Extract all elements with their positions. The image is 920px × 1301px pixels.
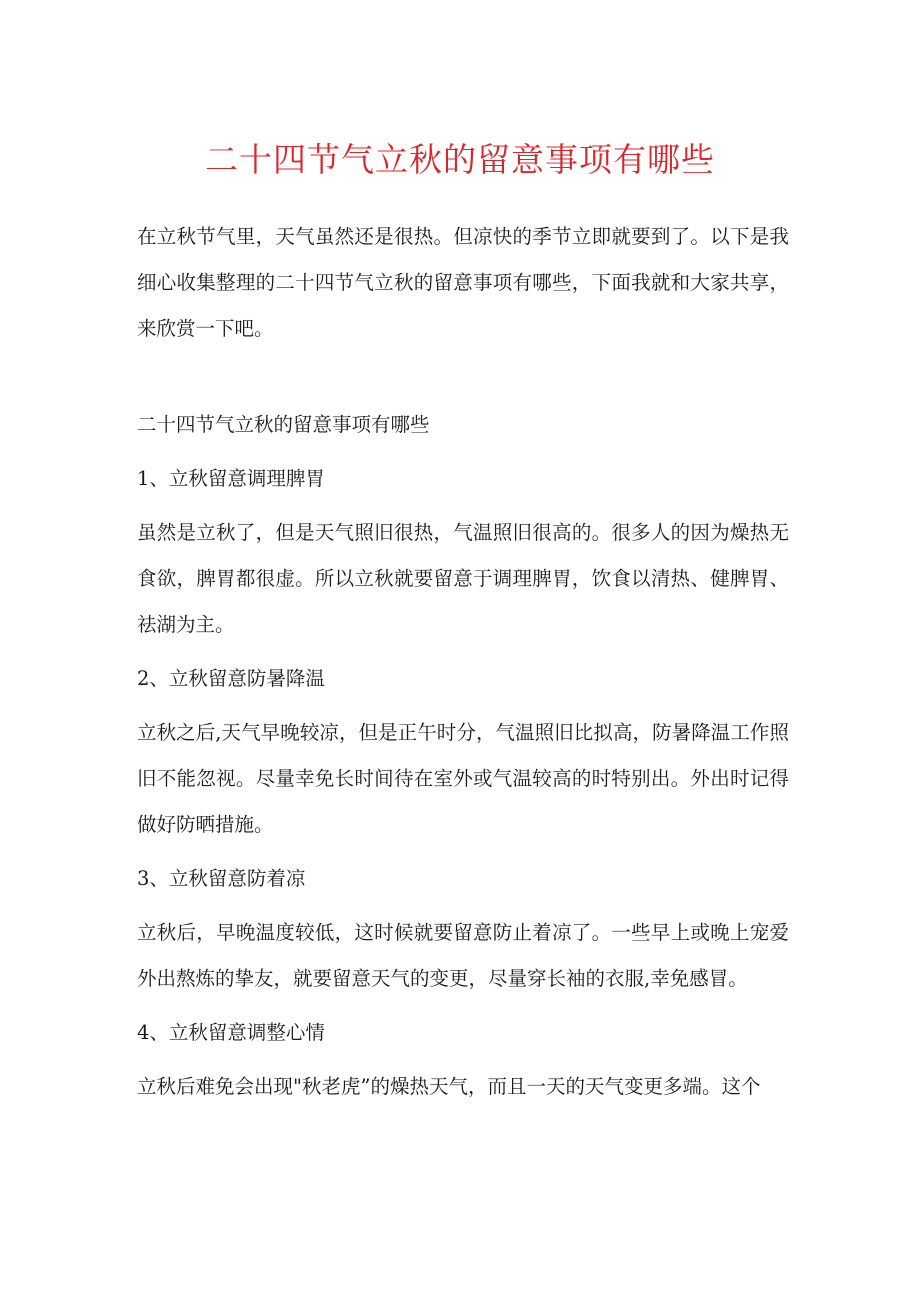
item-body-3: 立秋后，早晚温度较低，这时候就要留意防止着凉了。一些早上或晚上宠爱外出熬炼的挚友，就要留意天气的变更，尽量穿长袖的衣服,幸免感冒。 <box>137 921 789 990</box>
document-body <box>137 214 789 1110</box>
item-heading-3: 3、立秋留意防着凉 <box>137 867 306 890</box>
item-heading-4: 4、立秋留意调整心情 <box>137 1021 325 1044</box>
item-body-2: 立秋之后,天气早晚较凉，但是正午时分，气温照旧比拟高，防暑降温工作照旧不能忽视。尽量幸免长时间待在室外或气温较高的时特别出。外出时记得做好防晒措施。 <box>137 721 789 836</box>
item-heading-2: 2、立秋留意防暑降温 <box>137 667 325 690</box>
item-body-1: 虽然是立秋了，但是天气照旧很热，气温照旧很高的。很多人的因为燥热无食欲，脾胃都很虚。所以立秋就要留意于调理脾胃，饮食以清热、健脾胃、祛湖为主。 <box>137 521 789 636</box>
intro-paragraph: 在立秋节气里，天气虽然还是很热。但凉快的季节立即就要到了。以下是我细心收集整理的二十四节气立秋的留意事项有哪些，下面我就和大家共享，来欣赏一下吧。 <box>137 225 789 340</box>
item-heading-1: 1、立秋留意调理脾胃 <box>137 467 325 490</box>
section-title: 二十四节气立秋的留意事项有哪些 <box>137 413 430 436</box>
item-body-4: 立秋后难免会出现"秋老虎”的燥热天气，而且一天的天气变更多端。这个 <box>137 1075 761 1098</box>
document-title: 二十四节气立秋的留意事项有哪些 <box>205 140 715 179</box>
